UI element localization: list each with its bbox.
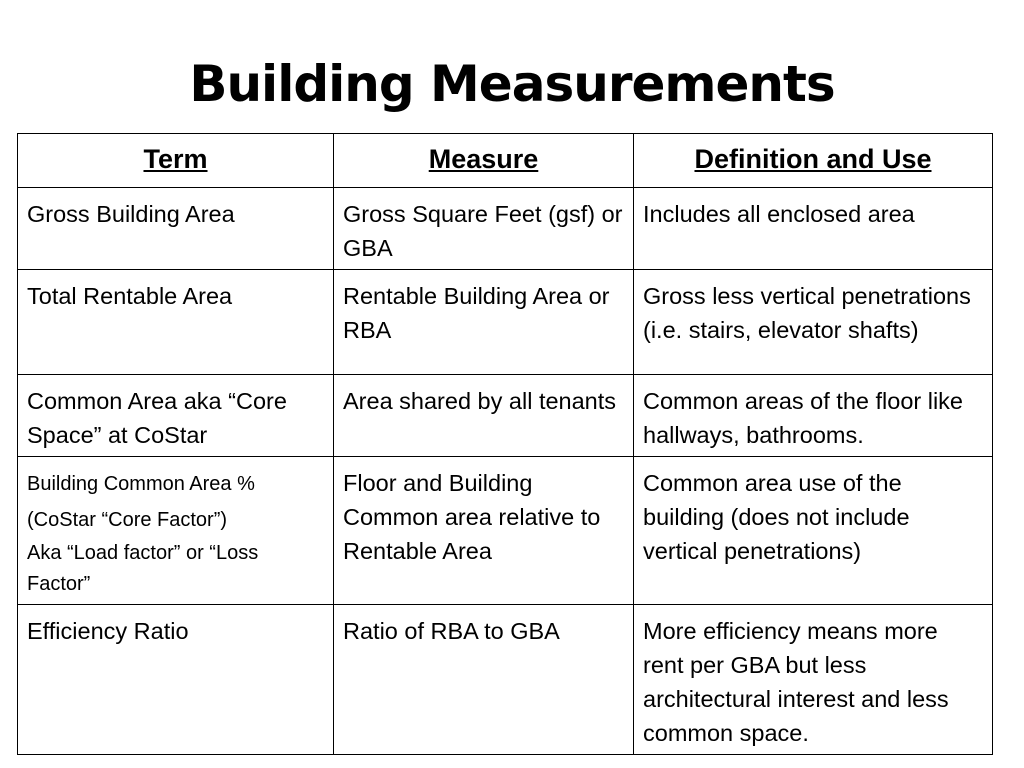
cell-term: Gross Building Area [18, 188, 334, 270]
term-line: Aka “Load factor” or “Loss Factor” [27, 542, 259, 595]
cell-definition: Includes all enclosed area [634, 188, 993, 270]
cell-term: Common Area aka “Core Space” at CoStar [18, 375, 334, 457]
cell-term [18, 457, 334, 605]
cell-term: Total Rentable Area [18, 270, 334, 375]
term-line: Building Common Area % [27, 473, 255, 495]
cell-definition: Gross less vertical penetrations (i.e. stairs, elevator shafts) [634, 270, 993, 375]
cell-definition: Common area use of the building (does not include vertical penetrations) [634, 457, 993, 605]
slide-title: Building Measurements [189, 55, 835, 113]
cell-term: Efficiency Ratio [18, 605, 334, 755]
table-header-row [18, 134, 993, 188]
table-row [18, 605, 993, 755]
header-term: Term [18, 134, 334, 188]
header-definition: Definition and Use [634, 134, 993, 188]
term-line: (CoStar “Core Factor”) [27, 509, 228, 531]
cell-measure: Floor and Building Common area relative to Rentable Area [334, 457, 634, 605]
building-measurements-table [17, 133, 993, 755]
cell-definition: Common areas of the floor like hallways, bathrooms. [634, 375, 993, 457]
table-row [18, 188, 993, 270]
cell-measure: Rentable Building Area or RBA [334, 270, 634, 375]
header-measure: Measure [334, 134, 634, 188]
table-row [18, 375, 993, 457]
cell-measure: Gross Square Feet (gsf) or GBA [334, 188, 634, 270]
cell-definition: More efficiency means more rent per GBA but less architectural interest and less common space. [634, 605, 993, 755]
cell-measure: Area shared by all tenants [334, 375, 634, 457]
cell-measure: Ratio of RBA to GBA [334, 605, 634, 755]
table-row [18, 270, 993, 375]
table-row [18, 457, 993, 605]
